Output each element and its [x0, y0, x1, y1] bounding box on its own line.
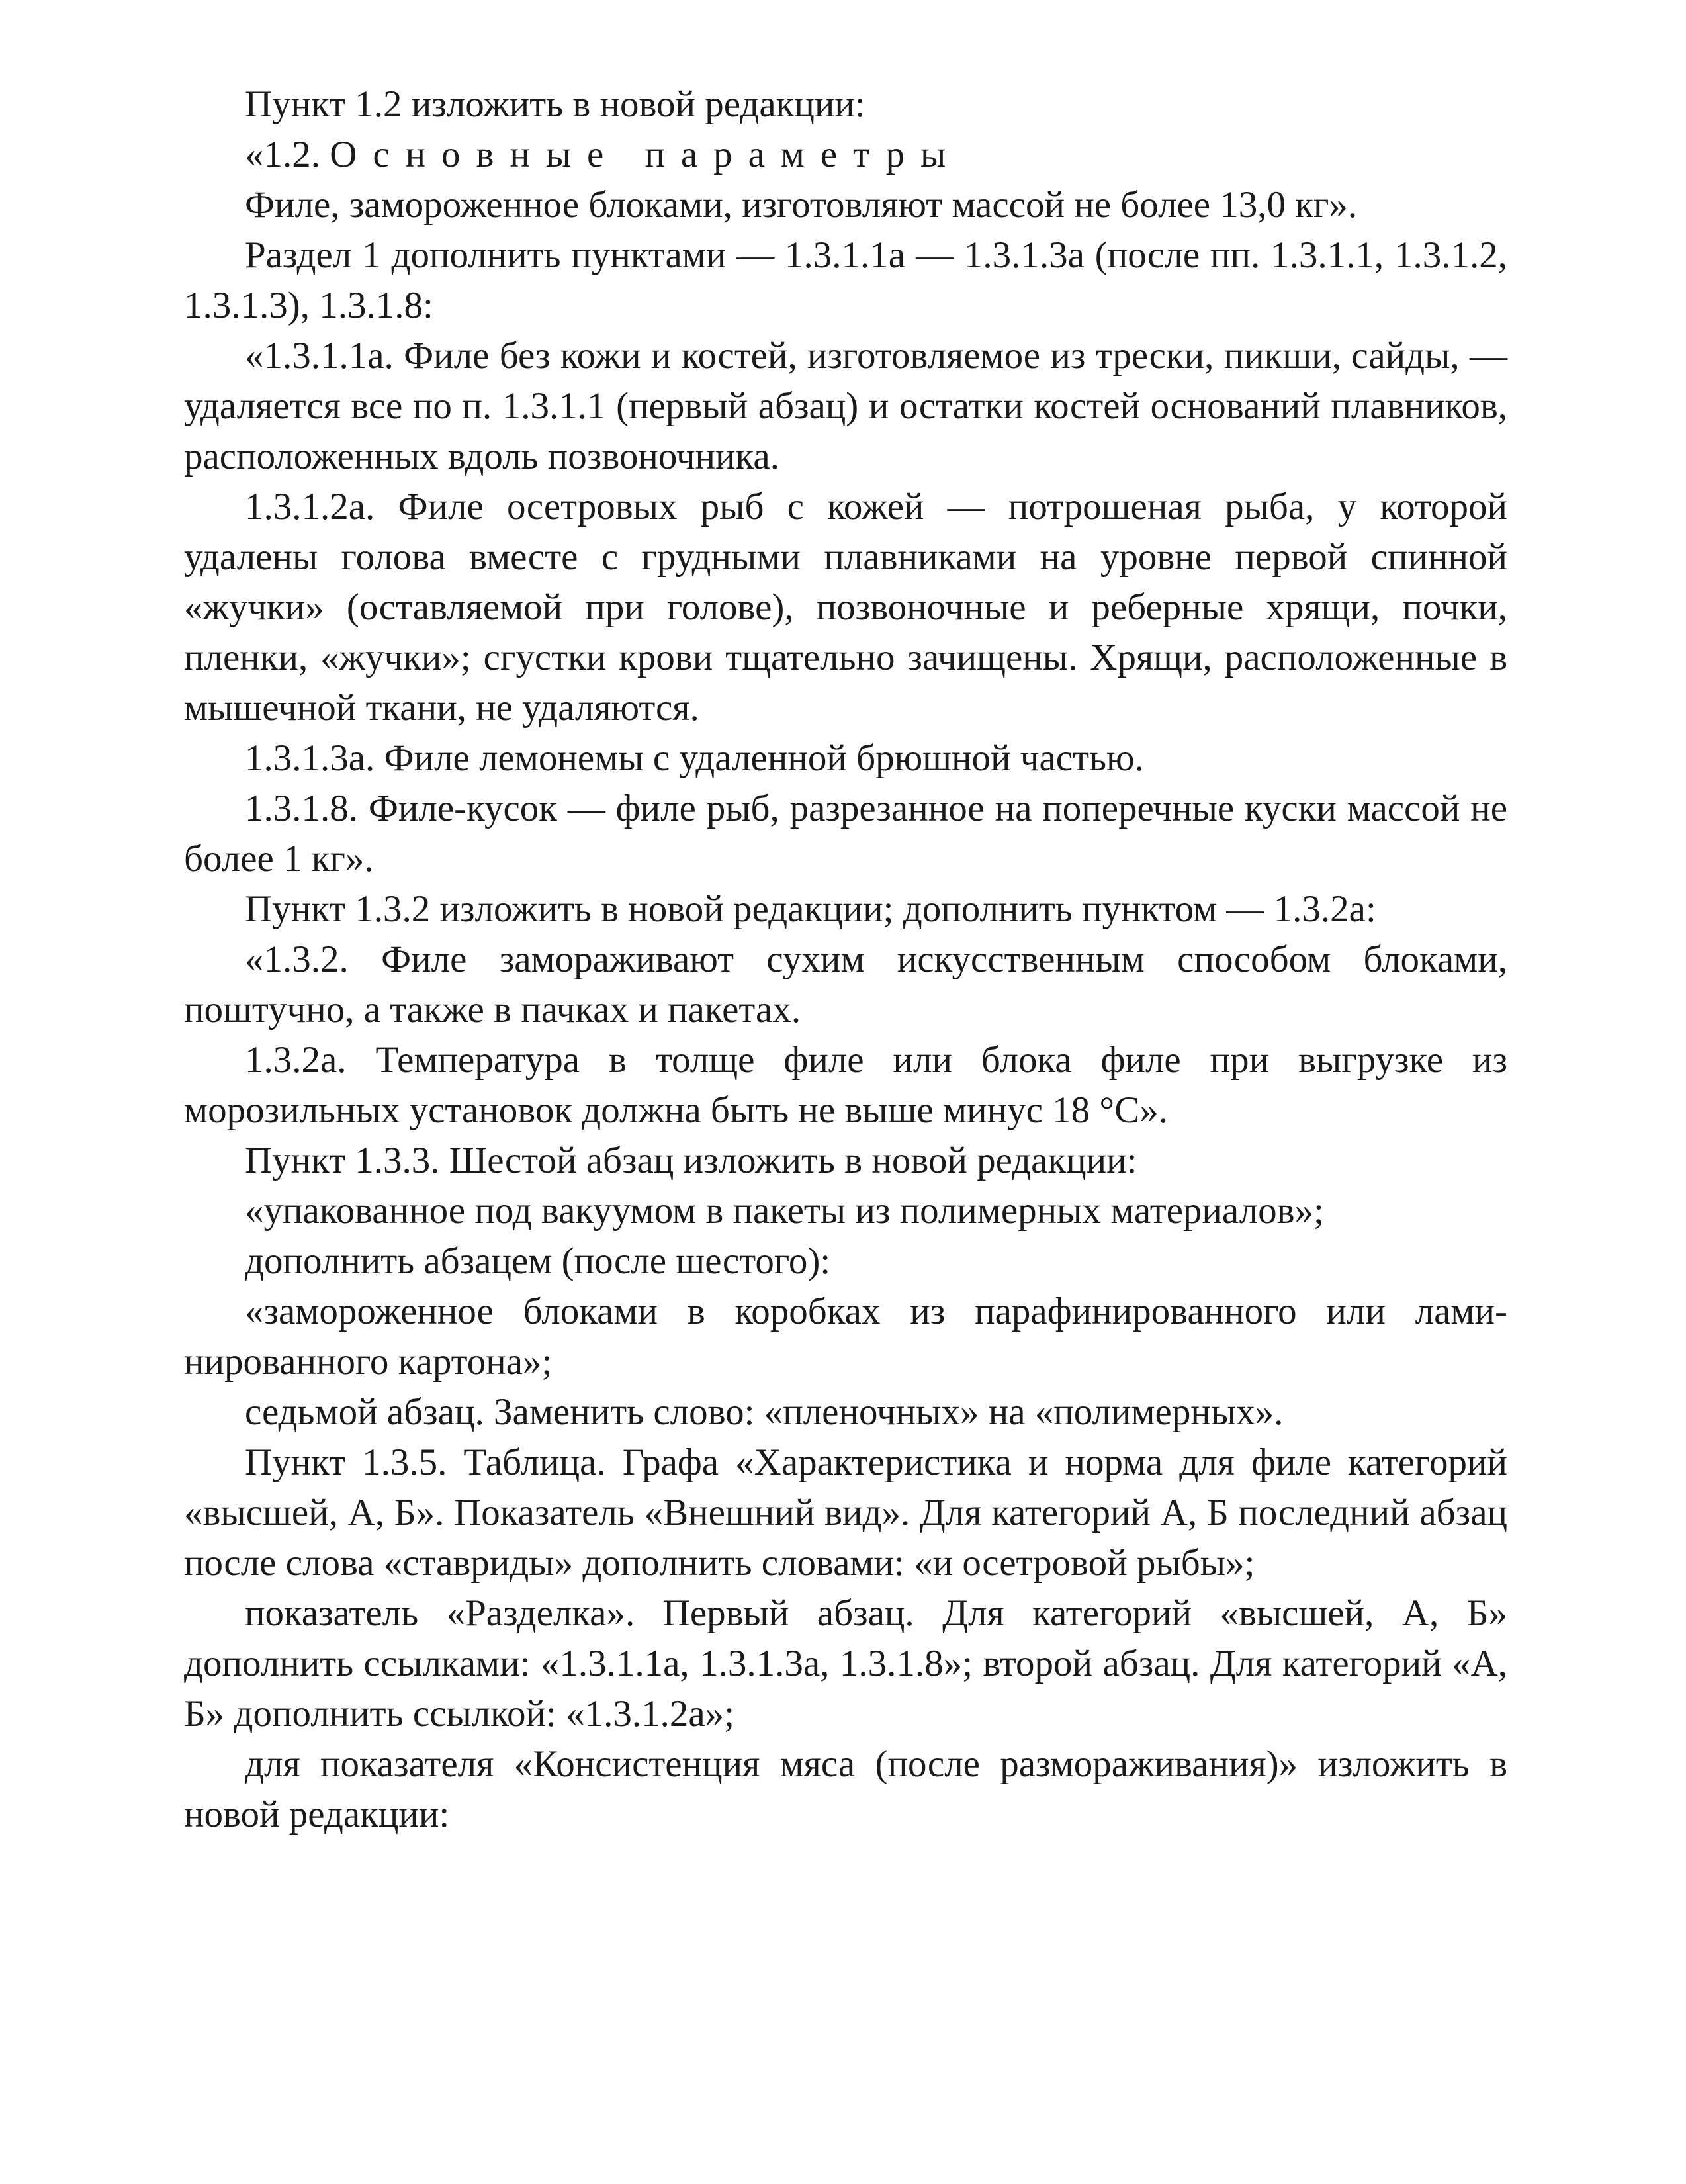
section-heading-title: Основные параметры [330, 134, 962, 175]
document-page [184, 79, 1507, 1840]
section-heading [184, 130, 1507, 180]
paragraph-18: для показателя «Консистенция мяса (после размораживания)» изложить в новой редакции: [184, 1743, 1507, 1835]
paragraph-5: 1.3.1.2а. Филе осетровых рыб с кожей — потрошеная рыба, у которой удалены голова вместе с грудными плавниками на уровне первой спинной «жучки» (оставляемой при голове), позвоночные и реберные хрящи, почки, пленки, «жучки»; сгустки крови тщательно зачищены. Хрящи, расположенные в мышечной ткани, не удаляются. [184, 486, 1507, 729]
paragraph-3: Раздел 1 дополнить пунктами — 1.3.1.1а — 1.3.1.3а (после пп. 1.3.1.1, 1.3.1.2, 1.3.1.3), 1.3.1.8: [184, 234, 1507, 326]
paragraph-15: седьмой абзац. Заменить слово: «пленочных» на «полимерных». [245, 1391, 1284, 1433]
section-heading-number: «1.2. [245, 134, 330, 175]
paragraph-2: Филе, замороженное блоками, изготовляют массой не более 13,0 кг». [245, 184, 1358, 226]
paragraph-17: показатель «Разделка». Первый абзац. Для категорий «высшей, А, Б» дополнить ссылками: «1.3.1.1а, 1.3.1.3а, 1.3.1.8»; второй абзац. Для категорий «А, Б» дополнить ссылкой: «1.3.1.2а»; [184, 1592, 1507, 1735]
paragraph-16: Пункт 1.3.5. Таблица. Графа «Характеристика и норма для филе категорий «высшей, А, Б». Показатель «Внешний вид». Для категорий А, Б последний абзац после слова «ставриды» дополнить словами: «и осетровой рыбы»; [184, 1441, 1507, 1584]
paragraph-13: дополнить абзацем (после шестого): [245, 1240, 831, 1282]
paragraph-1: Пункт 1.2 изложить в новой редакции: [245, 83, 865, 125]
paragraph-9: «1.3.2. Филе замораживают сухим искусственным способом блоками, поштучно, а также в пачках и пакетах. [184, 938, 1507, 1030]
paragraph-6: 1.3.1.3а. Филе лемонемы с удаленной брюшной частью. [245, 737, 1144, 779]
paragraph-7: 1.3.1.8. Филе-кусок — филе рыб, разрезанное на поперечные куски массой не более 1 кг». [184, 788, 1507, 880]
paragraph-14: «замороженное блоками в коробках из парафинированного или ламинированного картона»; [184, 1291, 1507, 1383]
paragraph-4: «1.3.1.1а. Филе без кожи и костей, изготовляемое из трески, пикши, сайды, — удаляется все по п. 1.3.1.1 (первый абзац) и остатки костей оснований плавников, расположенных вдоль позвоночника. [184, 335, 1507, 477]
paragraph-12: «упакованное под вакуумом в пакеты из полимерных материалов»; [245, 1190, 1324, 1232]
paragraph-11: Пункт 1.3.3. Шестой абзац изложить в новой редакции: [245, 1140, 1137, 1181]
paragraph-10: 1.3.2а. Температура в толще филе или блока филе при выгрузке из морозильных установок должна быть не выше минус 18 °С». [184, 1039, 1507, 1131]
paragraph-8: Пункт 1.3.2 изложить в новой редакции; дополнить пунктом — 1.3.2а: [245, 888, 1376, 930]
